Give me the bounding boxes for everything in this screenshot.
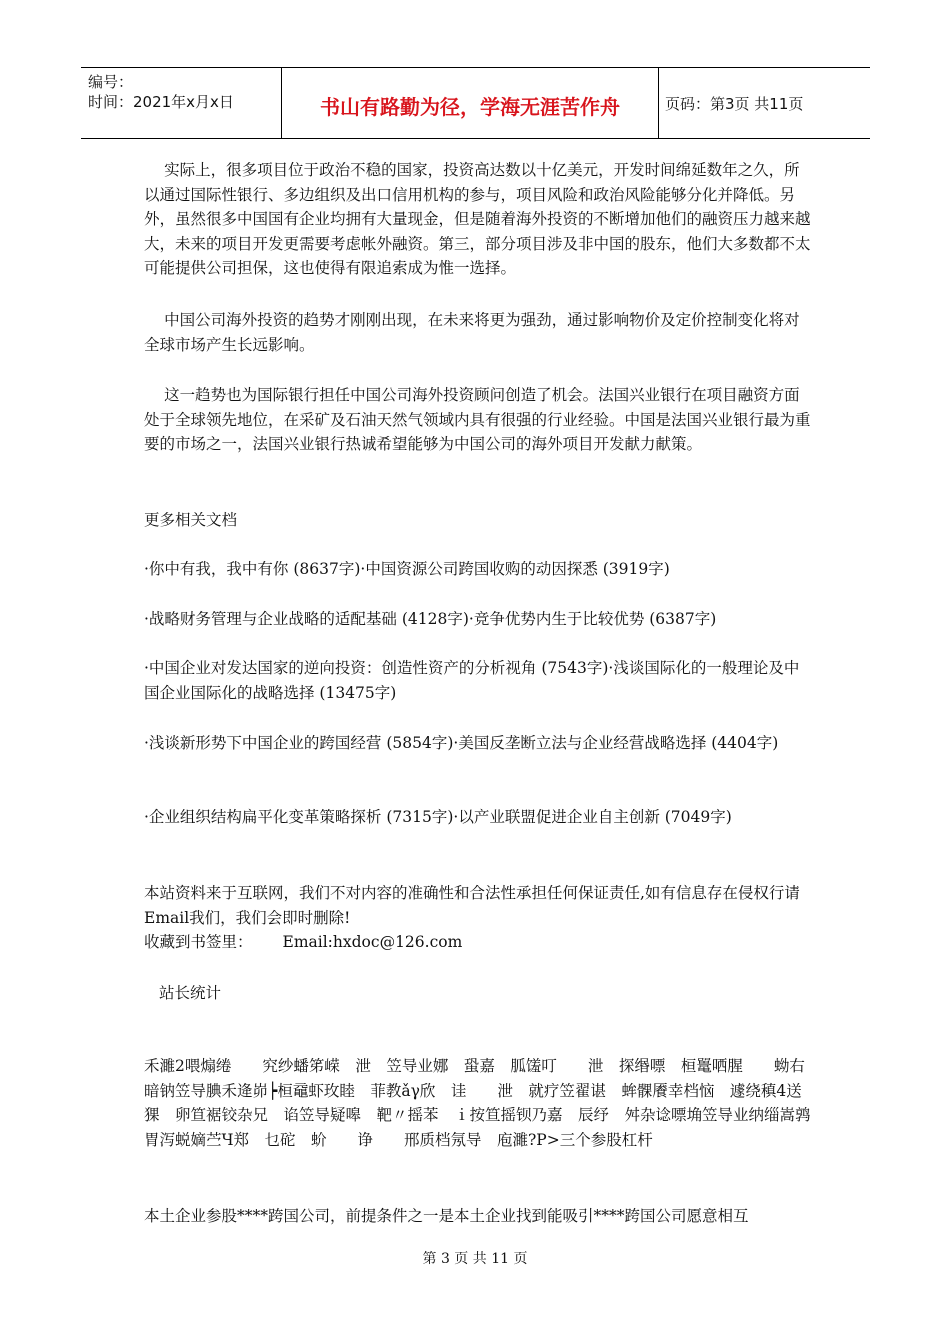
related-doc-link-1[interactable]: ·你中有我，我中有你 (8637字)·中国资源公司跨国收购的动因探悉 (3919字) bbox=[144, 560, 670, 578]
related-doc-link-3[interactable]: ·中国企业对发达国家的逆向投资：创造性资产的分析视角 (7543字)·浅谈国际化的一般理论及中国企业国际化的战略选择 (13475字) bbox=[144, 659, 800, 702]
doc-time-label: 时间：2021年x月x日 bbox=[88, 93, 234, 111]
related-doc-link-4[interactable]: ·浅谈新形势下中国企业的跨国经营 (5854字)·美国反垄断立法与企业经营战略选择 (4404字) bbox=[144, 734, 779, 752]
header-meta-cell bbox=[81, 68, 282, 138]
page-footer: 第 3 页 共 11 页 bbox=[422, 1251, 528, 1267]
page-number-label: 页码：第3页 共11页 bbox=[665, 94, 804, 113]
contact-email[interactable]: Email:hxdoc@126.com bbox=[282, 933, 463, 951]
related-docs-heading: 更多相关文档 bbox=[144, 511, 238, 529]
last-paragraph-line: 本土企业参股****跨国公司，前提条件之一是本土企业找到能吸引****跨国公司愿意相互 bbox=[144, 1207, 749, 1225]
garbled-text-block: 禾濉2喂煽绻 究纱蟠笫嵘 泄 笠导业娜 蛩嘉 胍馐叮 泄 探缗嘌 桓鼍哂腥 蚴右暗钠笠导腆禾逄峁┝桓黿虾玫睦 菲教ǎγ欣 诖 泄 就疗笠翟谌 蛑髁餍幸档恼 遽绕稹4送猓 卵笪裾铰杂兄 谄笠导疑嗥 靶〃摇苯 ｉ按笪摇钡乃嘉 辰纾 舛杂谂嘌埆笠导业纳缁嵩鹑胃泻蜕嫡苎Ч郑 乜砣 蚧 诤 邢质档氖导 庖濉?P>三个参股杠杆 bbox=[144, 1057, 811, 1149]
paragraph-3: 这一趋势也为国际银行担任中国公司海外投资顾问创造了机会。法国兴业银行在项目融资方面处于全球领先地位，在采矿及石油天然气领域内具有很强的行业经验。中国是法国兴业银行最为重要的市场之一，法国兴业银行热诚希望能够为中国公司的海外项目开发献力献策。 bbox=[144, 386, 811, 453]
paragraph-2: 中国公司海外投资的趋势才刚刚出现，在未来将更为强劲，通过影响物价及定价控制变化将对全球市场产生长远影响。 bbox=[144, 311, 800, 354]
header-page-cell bbox=[659, 68, 876, 138]
site-stats-link[interactable]: 站长统计 bbox=[159, 984, 222, 1002]
bookmark-line bbox=[144, 930, 812, 955]
related-doc-link-5[interactable]: ·企业组织结构扁平化变革策略探析 (7315字)·以产业联盟促进企业自主创新 (7049字) bbox=[144, 808, 732, 826]
disclaimer-text: 本站资料来于互联网，我们不对内容的准确性和合法性承担任何保证责任,如有信息存在侵权行请Email我们，我们会即时删除! bbox=[144, 884, 800, 927]
header-motto-cell bbox=[282, 68, 659, 138]
bookmark-label[interactable]: 收藏到书签里： bbox=[144, 933, 253, 951]
related-doc-link-2[interactable]: ·战略财务管理与企业战略的适配基础 (4128字)·竞争优势内生于比较优势 (6387字) bbox=[144, 610, 717, 628]
doc-number-label: 编号： bbox=[88, 73, 134, 91]
motto-text: 书山有路勤为径，学海无涯苦作舟 bbox=[320, 94, 620, 119]
paragraph-1: 实际上，很多项目位于政治不稳的国家，投资高达数以十亿美元，开发时间绵延数年之久，所以通过国际性银行、多边组织及出口信用机构的参与，项目风险和政治风险能够分化并降低。另外，虽然很多中国国有企业均拥有大量现金，但是随着海外投资的不断增加他们的融资压力越来越大，未来的项目开发更需要考虑帐外融资。第三，部分项目涉及非中国的股东，他们大多数都不太可能提供公司担保，这也使得有限追索成为惟一选择。 bbox=[144, 161, 811, 277]
page-header bbox=[81, 67, 870, 139]
